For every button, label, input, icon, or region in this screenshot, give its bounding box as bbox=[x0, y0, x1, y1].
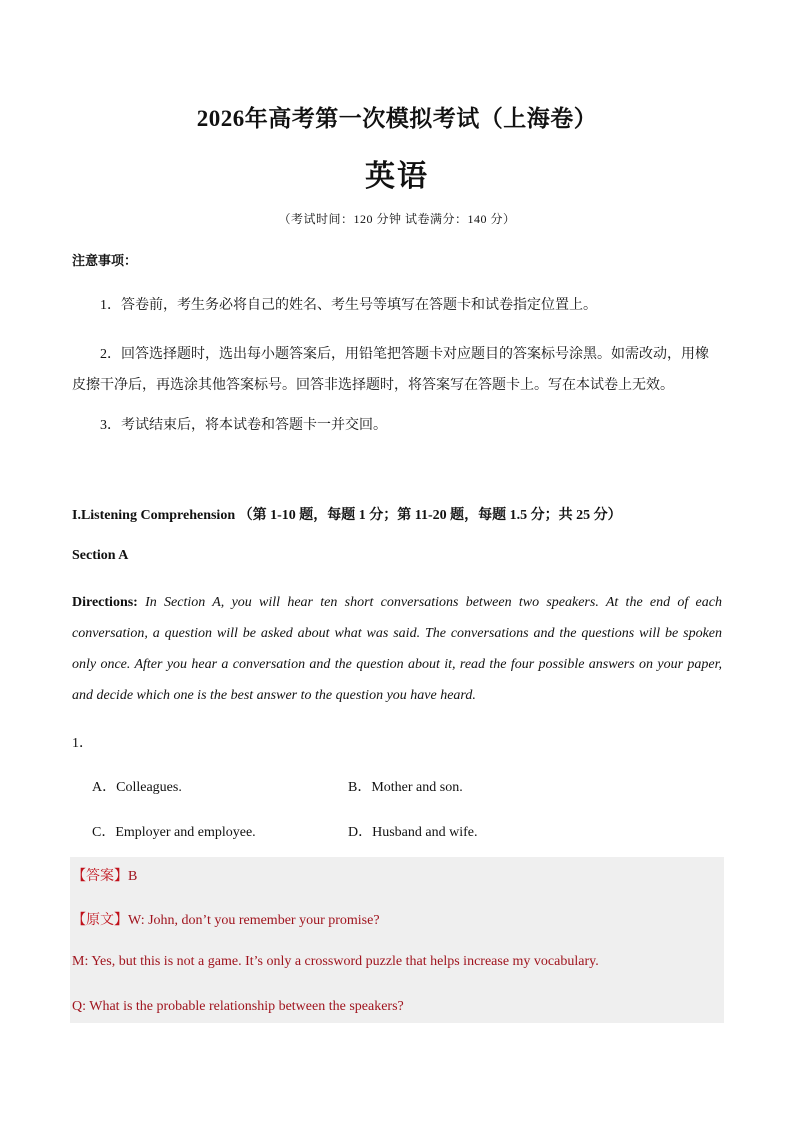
directions-label: Directions: bbox=[72, 595, 138, 610]
option-a: A．Colleagues. bbox=[92, 780, 182, 795]
transcript-question: Q: What is the probable relationship between the speakers? bbox=[72, 999, 404, 1014]
exam-title: 2026年高考第一次模拟考试（上海卷） bbox=[196, 106, 598, 131]
part-heading: I.Listening Comprehension （第 1-10 题，每题 1 分；第 11-20 题，每题 1.5 分；共 25 分） bbox=[72, 508, 622, 523]
directions bbox=[72, 587, 722, 711]
subject-title: 英语 bbox=[365, 160, 429, 193]
option-b: B．Mother and son. bbox=[348, 780, 463, 795]
notice-item: 3．考试结束后，将本试卷和答题卡一并交回。 bbox=[100, 418, 387, 433]
transcript-line: M: Yes, but this is not a game. It’s only a crossword puzzle that helps increase my vocabulary. bbox=[72, 954, 599, 969]
option-c: C．Employer and employee. bbox=[92, 825, 256, 840]
option-d: D．Husband and wife. bbox=[348, 825, 478, 840]
exam-info: （考试时间：120 分钟 试卷满分：140 分） bbox=[278, 212, 516, 226]
transcript-line bbox=[72, 909, 380, 929]
transcript-tag: 【原文】 bbox=[72, 913, 128, 928]
answer-tag: 【答案】 bbox=[72, 869, 128, 884]
notice-item: 2．回答选择题时，选出每小题答案后，用铅笔把答题卡对应题目的答案标号涂黑。如需改动，用橡皮擦干净后，再选涂其他答案标号。回答非选择题时，将答案写在答题卡上。写在本试卷上无效。 bbox=[72, 347, 709, 393]
answer-line bbox=[72, 865, 137, 885]
notice-heading: 注意事项： bbox=[72, 253, 138, 268]
transcript-text: W: John, don’t you remember your promise? bbox=[128, 913, 380, 928]
question-number: 1． bbox=[72, 736, 93, 751]
directions-text: In Section A, you will hear ten short conversations between two speakers. At the end of each conversation, a question will be asked about what was said. The conversations and the questions will be spoken only once. After you hear a conversation and the question about it, read the four possible answers on your paper, and decide which one is the best answer to the question you have heard. bbox=[72, 595, 722, 703]
notice-item: 1．答卷前，考生务必将自己的姓名、考生号等填写在答题卡和试卷指定位置上。 bbox=[100, 298, 597, 313]
section-heading: Section A bbox=[72, 548, 129, 563]
answer-value: B bbox=[128, 869, 138, 884]
